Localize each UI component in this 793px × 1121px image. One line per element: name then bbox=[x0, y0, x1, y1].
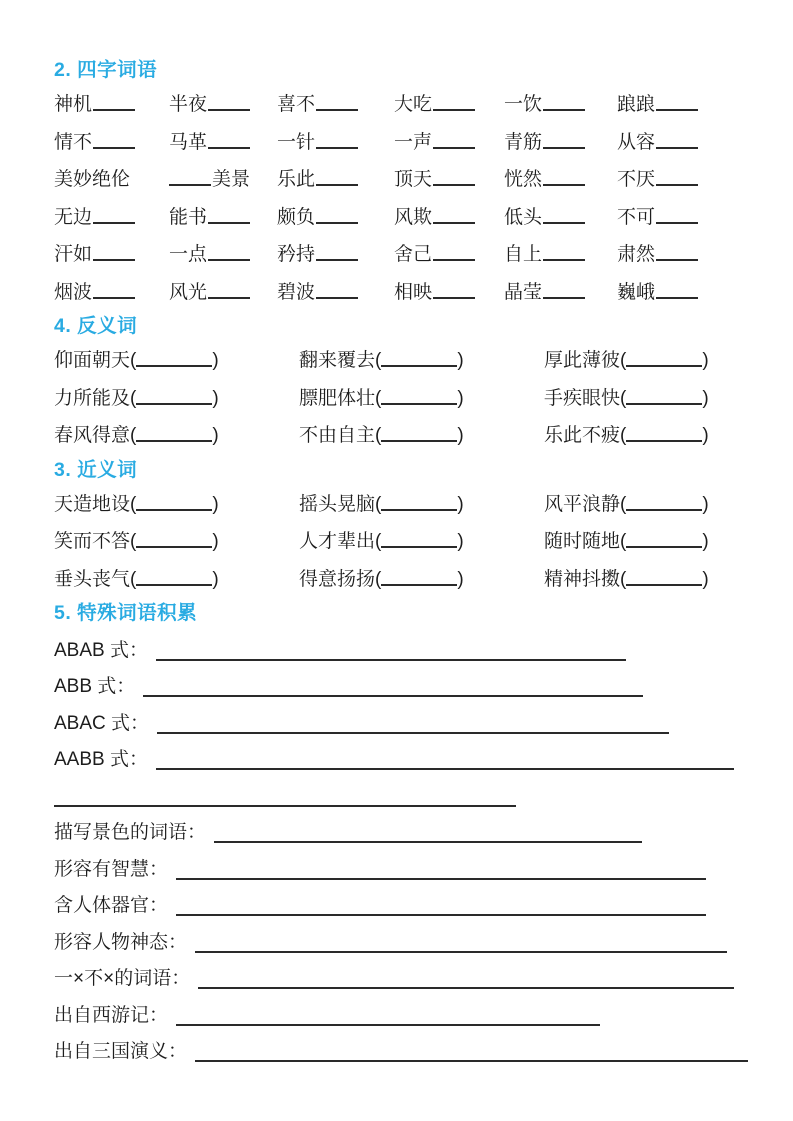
answer-blank[interactable] bbox=[656, 286, 698, 299]
paren-item bbox=[544, 417, 753, 455]
fill-line-row bbox=[54, 629, 753, 666]
paren-item bbox=[544, 486, 753, 524]
paren-open: ( bbox=[375, 425, 382, 446]
word-item bbox=[169, 199, 277, 237]
answer-blank[interactable] bbox=[208, 211, 250, 224]
answer-blank[interactable] bbox=[656, 98, 698, 111]
answer-blank[interactable] bbox=[208, 286, 250, 299]
answer-blank[interactable] bbox=[136, 573, 212, 586]
paren-close: ) bbox=[702, 387, 709, 409]
paren-close: ) bbox=[457, 425, 464, 446]
paren-item bbox=[299, 417, 544, 455]
paren-item bbox=[299, 523, 544, 561]
fill-line-row bbox=[54, 812, 753, 849]
answer-line[interactable] bbox=[195, 951, 727, 953]
line-label: 形容人物神态： bbox=[54, 931, 188, 953]
word-stem: 膘肥体壮 bbox=[299, 387, 376, 409]
paren-open: ( bbox=[375, 493, 382, 515]
word-item bbox=[54, 274, 169, 312]
paren-item bbox=[299, 380, 544, 418]
answer-blank[interactable] bbox=[656, 211, 698, 224]
answer-blank[interactable] bbox=[169, 173, 211, 186]
line-label: 一×不×的词语： bbox=[54, 968, 191, 989]
answer-line[interactable] bbox=[195, 1060, 748, 1062]
word-item bbox=[504, 274, 617, 312]
answer-blank[interactable] bbox=[433, 286, 475, 299]
word-stem: 一针 bbox=[277, 131, 316, 153]
word-stem: 风平浪静 bbox=[544, 493, 621, 515]
word-stem: 风光 bbox=[169, 281, 208, 303]
word-item bbox=[394, 86, 504, 124]
answer-line[interactable] bbox=[54, 805, 516, 807]
word-stem: 随时随地 bbox=[544, 531, 621, 552]
answer-blank[interactable] bbox=[316, 136, 358, 149]
paren-open: ( bbox=[130, 387, 137, 409]
answer-blank[interactable] bbox=[381, 354, 457, 367]
word-stem: 喜不 bbox=[277, 94, 316, 115]
paren-item bbox=[544, 342, 753, 380]
section-special-words bbox=[54, 603, 753, 1067]
paren-open: ( bbox=[130, 493, 137, 515]
line-label: ABB 式： bbox=[54, 676, 136, 697]
answer-blank[interactable] bbox=[543, 211, 585, 224]
word-item bbox=[169, 236, 277, 274]
word-stem: 汗如 bbox=[54, 244, 93, 265]
answer-line[interactable] bbox=[214, 841, 642, 843]
paren-grid bbox=[54, 486, 753, 599]
word-stem: 天造地设 bbox=[54, 493, 131, 515]
answer-blank[interactable] bbox=[433, 173, 475, 186]
word-stem: 风欺 bbox=[394, 206, 433, 228]
answer-blank[interactable] bbox=[316, 173, 358, 186]
answer-blank[interactable] bbox=[543, 173, 585, 186]
answer-blank[interactable] bbox=[316, 98, 358, 111]
section-title: 3. 近义词 bbox=[54, 458, 138, 481]
word-stem: 春风得意 bbox=[54, 425, 131, 446]
paren-close: ) bbox=[457, 387, 464, 409]
line-label: 形容有智慧： bbox=[54, 858, 169, 880]
paren-close: ) bbox=[212, 531, 219, 552]
answer-blank[interactable] bbox=[93, 248, 135, 261]
paren-close: ) bbox=[457, 568, 464, 590]
answer-line[interactable] bbox=[156, 768, 734, 770]
paren-item bbox=[299, 561, 544, 599]
paren-close: ) bbox=[702, 425, 709, 446]
paren-open: ( bbox=[130, 425, 137, 446]
word-item bbox=[277, 199, 394, 237]
word-stem: 乐此不疲 bbox=[544, 425, 621, 446]
fill-line-row bbox=[54, 994, 753, 1031]
word-stem: 能书 bbox=[169, 206, 208, 228]
paren-item bbox=[54, 417, 299, 455]
answer-blank[interactable] bbox=[381, 535, 457, 548]
paren-open: ( bbox=[620, 387, 627, 409]
line-label: 描写景色的词语： bbox=[54, 822, 207, 843]
paren-open: ( bbox=[620, 350, 627, 371]
section-title: 2. 四字词语 bbox=[54, 59, 158, 81]
word-stem: 力所能及 bbox=[54, 387, 131, 409]
paren-item bbox=[544, 561, 753, 599]
paren-open: ( bbox=[375, 387, 382, 409]
word-stem: 自上 bbox=[504, 244, 543, 265]
word-stem: 恍然 bbox=[504, 169, 543, 190]
line-label: AABB 式： bbox=[54, 749, 148, 770]
answer-blank[interactable] bbox=[316, 248, 358, 261]
answer-blank[interactable] bbox=[626, 498, 702, 511]
answer-line[interactable] bbox=[176, 914, 706, 916]
word-item bbox=[617, 274, 753, 312]
word-stem: 翻来覆去 bbox=[299, 350, 376, 371]
paren-open: ( bbox=[620, 493, 627, 515]
answer-line[interactable] bbox=[156, 659, 626, 661]
word-stem: 低头 bbox=[504, 206, 543, 228]
word-stem: 相映 bbox=[394, 281, 433, 303]
section-synonyms bbox=[54, 460, 753, 599]
word-item bbox=[277, 274, 394, 312]
fill-line-row bbox=[54, 775, 753, 812]
word-item bbox=[617, 236, 753, 274]
answer-blank[interactable] bbox=[136, 535, 212, 548]
answer-blank[interactable] bbox=[626, 392, 702, 405]
paren-open: ( bbox=[620, 568, 627, 590]
word-item bbox=[54, 86, 169, 124]
word-item bbox=[277, 236, 394, 274]
paren-item bbox=[54, 486, 299, 524]
answer-blank[interactable] bbox=[543, 286, 585, 299]
answer-blank[interactable] bbox=[136, 392, 212, 405]
word-stem: 一饮 bbox=[504, 94, 543, 115]
word-item bbox=[504, 86, 617, 124]
paren-close: ) bbox=[702, 568, 709, 590]
word-item bbox=[617, 161, 753, 199]
paren-open: ( bbox=[620, 531, 627, 552]
answer-blank[interactable] bbox=[93, 211, 135, 224]
paren-close: ) bbox=[212, 387, 219, 409]
word-item bbox=[54, 199, 169, 237]
word-item bbox=[617, 86, 753, 124]
section-title: 4. 反义词 bbox=[54, 315, 138, 337]
word-stem: 大吃 bbox=[394, 94, 433, 115]
paren-item bbox=[54, 561, 299, 599]
word-stem: 马革 bbox=[169, 131, 208, 153]
fill-line-row bbox=[54, 885, 753, 922]
answer-blank[interactable] bbox=[381, 573, 457, 586]
word-item bbox=[504, 161, 617, 199]
answer-blank[interactable] bbox=[433, 136, 475, 149]
fill-line-row bbox=[54, 702, 753, 739]
paren-close: ) bbox=[212, 568, 219, 590]
word-stem: 舍己 bbox=[394, 244, 433, 265]
section-four-char-words bbox=[54, 60, 753, 311]
paren-close: ) bbox=[702, 531, 709, 552]
answer-blank[interactable] bbox=[433, 248, 475, 261]
paren-open: ( bbox=[375, 531, 382, 552]
answer-line[interactable] bbox=[157, 732, 669, 734]
word-stem: 踉踉 bbox=[617, 94, 656, 115]
answer-blank[interactable] bbox=[656, 136, 698, 149]
word-stem: 晶莹 bbox=[504, 281, 543, 303]
word-stem: 青筋 bbox=[504, 131, 543, 153]
answer-blank[interactable] bbox=[136, 498, 212, 511]
word-stem: 不厌 bbox=[617, 169, 656, 190]
word-item bbox=[277, 124, 394, 162]
word-stem: 手疾眼快 bbox=[544, 387, 621, 409]
line-label: 出自西游记： bbox=[54, 1004, 169, 1026]
section-title: 5. 特殊词语积累 bbox=[54, 602, 198, 624]
paren-open: ( bbox=[130, 531, 137, 552]
paren-close: ) bbox=[212, 350, 219, 371]
word-item bbox=[277, 86, 394, 124]
word-stem: 得意扬扬 bbox=[299, 568, 376, 590]
fill-line-row bbox=[54, 921, 753, 958]
fill-line-row bbox=[54, 1031, 753, 1068]
paren-item bbox=[54, 380, 299, 418]
word-stem: 一声 bbox=[394, 131, 433, 153]
paren-open: ( bbox=[130, 568, 137, 590]
paren-open: ( bbox=[130, 350, 137, 371]
fill-line-row bbox=[54, 666, 753, 703]
word-item bbox=[617, 124, 753, 162]
answer-blank[interactable] bbox=[626, 354, 702, 367]
answer-line[interactable] bbox=[143, 695, 643, 697]
line-label: ABAB 式： bbox=[54, 639, 148, 661]
paren-item bbox=[54, 342, 299, 380]
answer-blank[interactable] bbox=[656, 248, 698, 261]
word-stem: 人才辈出 bbox=[299, 531, 376, 552]
word-stem: 乐此 bbox=[277, 169, 316, 190]
answer-blank[interactable] bbox=[316, 211, 358, 224]
word-item bbox=[504, 124, 617, 162]
word-stem: 颇负 bbox=[277, 206, 316, 228]
paren-close: ) bbox=[457, 493, 464, 515]
answer-blank[interactable] bbox=[136, 429, 212, 442]
answer-blank[interactable] bbox=[543, 136, 585, 149]
word-stem: 不可 bbox=[617, 206, 656, 228]
word-stem: 美景 bbox=[212, 169, 251, 190]
paren-close: ) bbox=[702, 350, 709, 371]
word-item bbox=[394, 161, 504, 199]
paren-item bbox=[544, 380, 753, 418]
answer-blank[interactable] bbox=[208, 136, 250, 149]
answer-blank[interactable] bbox=[208, 98, 250, 111]
word-stem: 巍峨 bbox=[617, 281, 656, 303]
word-stem: 精神抖擞 bbox=[544, 568, 621, 590]
word-item bbox=[277, 161, 394, 199]
word-item bbox=[394, 124, 504, 162]
word-item bbox=[169, 124, 277, 162]
answer-blank[interactable] bbox=[381, 392, 457, 405]
paren-item bbox=[299, 486, 544, 524]
answer-blank[interactable] bbox=[208, 248, 250, 261]
word-stem: 情不 bbox=[54, 131, 93, 153]
answer-blank[interactable] bbox=[93, 136, 135, 149]
word-stem: 半夜 bbox=[169, 94, 208, 115]
answer-blank[interactable] bbox=[656, 173, 698, 186]
word-item bbox=[169, 274, 277, 312]
paren-close: ) bbox=[702, 493, 709, 515]
answer-blank[interactable] bbox=[93, 286, 135, 299]
answer-blank[interactable] bbox=[433, 98, 475, 111]
answer-blank[interactable] bbox=[626, 429, 702, 442]
answer-blank[interactable] bbox=[626, 573, 702, 586]
paren-item bbox=[299, 342, 544, 380]
answer-blank[interactable] bbox=[626, 535, 702, 548]
answer-blank[interactable] bbox=[381, 498, 457, 511]
paren-grid bbox=[54, 342, 753, 455]
paren-close: ) bbox=[457, 531, 464, 552]
word-stem: 肃然 bbox=[617, 244, 656, 265]
fill-line-row bbox=[54, 848, 753, 885]
line-label: ABAC 式： bbox=[54, 712, 150, 734]
word-item bbox=[504, 199, 617, 237]
answer-line[interactable] bbox=[176, 1024, 600, 1026]
answer-blank[interactable] bbox=[543, 248, 585, 261]
word-item bbox=[54, 124, 169, 162]
word-stem: 美妙绝伦 bbox=[54, 169, 131, 190]
word-stem: 不由自主 bbox=[299, 425, 376, 446]
word-item bbox=[394, 236, 504, 274]
word-stem: 厚此薄彼 bbox=[544, 350, 621, 371]
paren-close: ) bbox=[212, 493, 219, 515]
answer-blank[interactable] bbox=[381, 429, 457, 442]
paren-close: ) bbox=[457, 350, 464, 371]
answer-blank[interactable] bbox=[316, 286, 358, 299]
fill-line-row bbox=[54, 739, 753, 776]
word-stem: 顶天 bbox=[394, 169, 433, 190]
paren-item bbox=[544, 523, 753, 561]
word-item bbox=[394, 274, 504, 312]
answer-blank[interactable] bbox=[543, 98, 585, 111]
word-stem: 烟波 bbox=[54, 281, 93, 303]
word-stem: 一点 bbox=[169, 244, 208, 265]
line-label: 含人体器官： bbox=[54, 895, 169, 916]
word-stem: 神机 bbox=[54, 94, 93, 115]
answer-blank[interactable] bbox=[136, 354, 212, 367]
answer-blank[interactable] bbox=[93, 98, 135, 111]
section-antonyms bbox=[54, 316, 753, 455]
paren-close: ) bbox=[212, 425, 219, 446]
word-item bbox=[504, 236, 617, 274]
paren-item bbox=[54, 523, 299, 561]
paren-open: ( bbox=[375, 568, 382, 590]
line-label: 出自三国演义： bbox=[54, 1041, 188, 1062]
word-stem: 矜持 bbox=[277, 244, 316, 265]
paren-open: ( bbox=[375, 350, 382, 371]
word-stem: 碧波 bbox=[277, 281, 316, 303]
word-item bbox=[54, 161, 169, 199]
fill-line-row bbox=[54, 958, 753, 995]
paren-open: ( bbox=[620, 425, 627, 446]
word-item bbox=[54, 236, 169, 274]
answer-line[interactable] bbox=[198, 987, 734, 989]
word-stem: 笑而不答 bbox=[54, 531, 131, 552]
word-stem: 垂头丧气 bbox=[54, 568, 131, 590]
word-stem: 仰面朝天 bbox=[54, 350, 131, 371]
word-stem: 从容 bbox=[617, 131, 656, 153]
word-grid bbox=[54, 86, 753, 311]
word-item bbox=[169, 161, 277, 199]
word-stem: 摇头晃脑 bbox=[299, 493, 376, 515]
word-item bbox=[394, 199, 504, 237]
word-item bbox=[617, 199, 753, 237]
word-item bbox=[169, 86, 277, 124]
answer-line[interactable] bbox=[176, 878, 706, 880]
answer-blank[interactable] bbox=[433, 211, 475, 224]
word-stem: 无边 bbox=[54, 206, 93, 228]
